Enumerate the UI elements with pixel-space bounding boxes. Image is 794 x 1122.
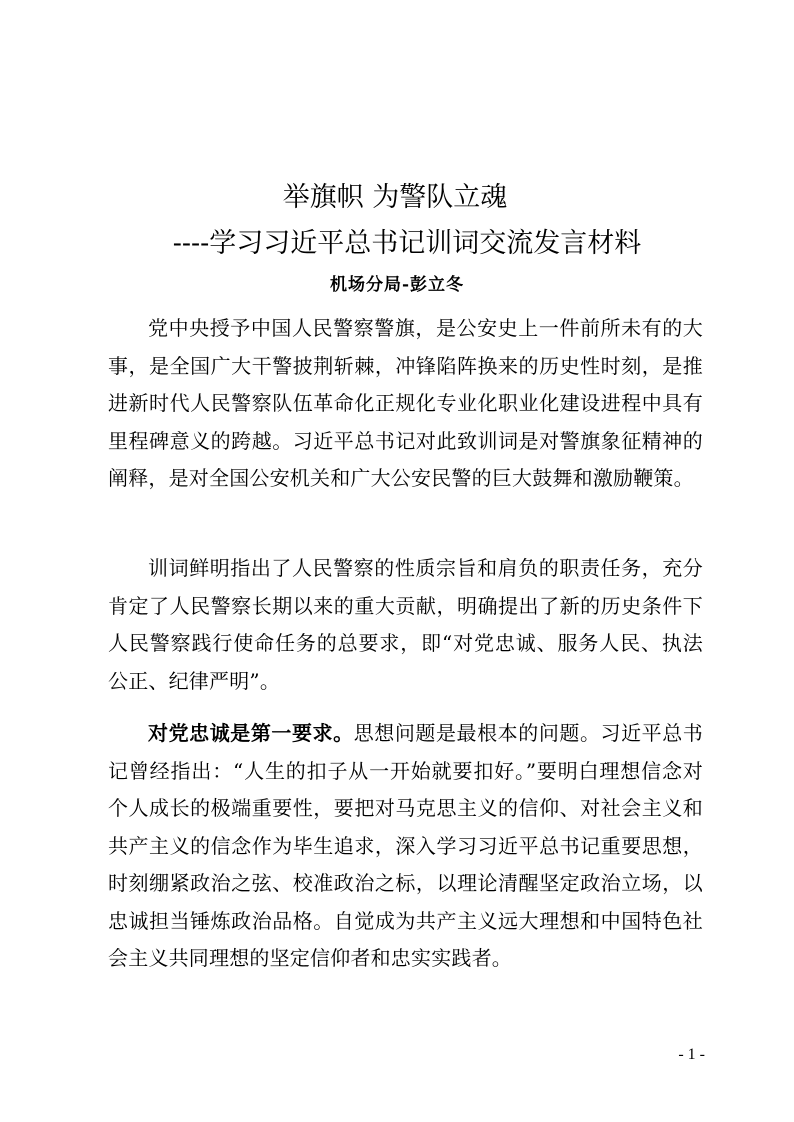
- section-heading: 对党忠诚是第一要求。: [148, 721, 354, 745]
- body-paragraph: 党中央授予中国人民警察警旗，是公安史上一件前所未有的大事，是全国广大干警披荆斩棘，冲锋陷阵换来的历史性时刻，是推进新时代人民警察队伍革命化正规化专业化职业化建设进程中具有里程碑意义的跨越。习近平总书记对此致训词是对警旗象征精神的阐释，是对全国公安机关和广大公安民警的巨大鼓舞和激励鞭策。: [108, 316, 703, 490]
- page-number: - 1 -: [678, 1046, 705, 1063]
- document-title: 举旗帜 为警队立魂: [282, 182, 508, 213]
- section-body: 思想问题是最根本的问题。习近平总书记曾经指出：“人生的扣子从一开始就要扣好。”要明白理想信念对个人成长的极端重要性，要把对马克思主义的信仰、对社会主义和共产主义的信念作为毕生追求，深入学习习近平总书记重要思想，时刻绷紧政治之弦、校准政治之标，以理论清醒坚定政治立场，以忠诚担当锤炼政治品格。自觉成为共产主义远大理想和中国特色社会主义共同理想的坚定信仰者和忠实实践者。: [108, 721, 704, 970]
- section-paragraph: [108, 715, 703, 978]
- body-paragraph: 训词鲜明指出了人民警察的性质宗旨和肩负的职责任务，充分肯定了人民警察长期以来的重大贡献，明确提出了新的历史条件下人民警察践行使命任务的总要求，即“对党忠诚、服务人民、执法公正、纪律严明”。: [108, 556, 703, 693]
- document-subtitle: ----学习习近平总书记训词交流发言材料: [172, 228, 642, 259]
- author-line: 机场分局-彭立冬: [329, 275, 465, 295]
